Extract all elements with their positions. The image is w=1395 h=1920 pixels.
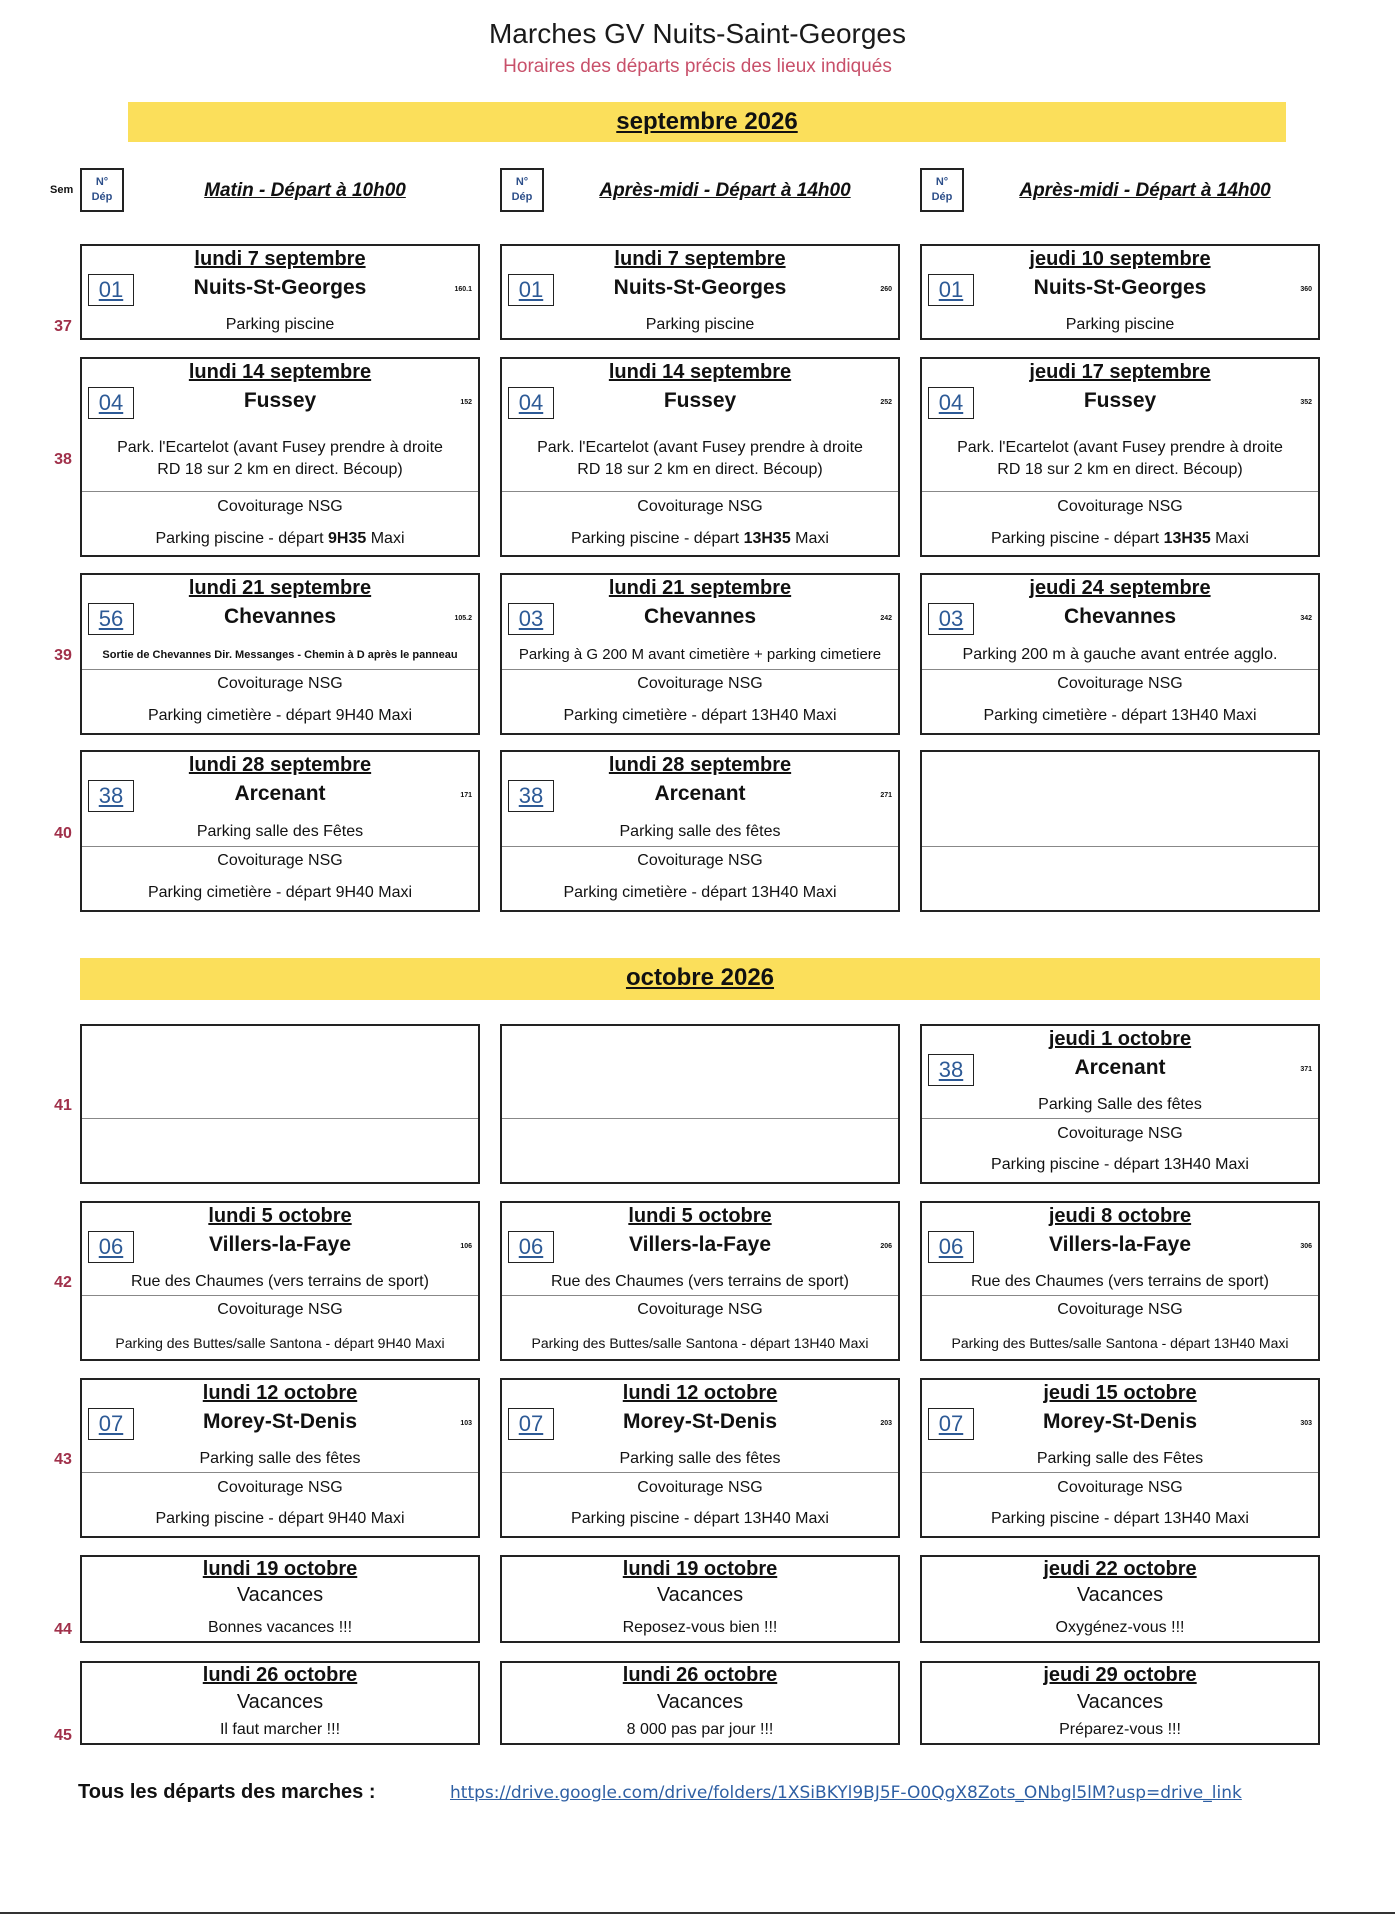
walk-card xyxy=(80,1378,480,1538)
walk-location: Chevannes xyxy=(223,605,337,628)
divider xyxy=(502,1472,898,1473)
departure-number: 03 xyxy=(928,603,974,635)
walk-date: lundi 19 octobre xyxy=(202,1558,358,1580)
departure-number: 03 xyxy=(508,603,554,635)
walk-code: 203 xyxy=(880,1420,892,1427)
page-title: Marches GV Nuits-Saint-Georges xyxy=(488,18,907,49)
divider xyxy=(922,1118,1318,1119)
meeting-point: Parking salle des fêtes xyxy=(619,823,781,840)
meeting-point: Park. l'Ecartelot (avant Fusey prendre à droite xyxy=(537,439,863,456)
walk-date: lundi 26 octobre xyxy=(622,1664,778,1686)
walk-card xyxy=(500,1201,900,1361)
meeting-point: Parking salle des fêtes xyxy=(199,1450,361,1467)
departure-number: 06 xyxy=(508,1231,554,1263)
meeting-point: Rue des Chaumes (vers terrains de sport) xyxy=(551,1273,849,1290)
drive-link[interactable]: https://drive.google.com/drive/folders/1XSiBKYl9BJ5F-O0QgX8Zots_ONbgl5lM?usp=drive_link xyxy=(450,1783,1242,1803)
walk-card xyxy=(80,750,480,912)
divider xyxy=(82,491,478,492)
carpool-departure: Parking piscine - départ 13H40 Maxi xyxy=(571,1510,829,1527)
walk-date: lundi 21 septembre xyxy=(188,577,372,599)
walk-code: 252 xyxy=(880,399,892,406)
walk-card xyxy=(80,244,480,340)
walk-code: 342 xyxy=(1300,615,1312,622)
holiday-card xyxy=(920,1661,1320,1745)
divider xyxy=(82,846,478,847)
carpool-label: Covoiturage NSG xyxy=(637,675,763,692)
holiday-label: Vacances xyxy=(656,1691,744,1713)
walk-code: 306 xyxy=(1300,1243,1312,1250)
carpool-label: Covoiturage NSG xyxy=(1057,1125,1183,1142)
divider xyxy=(922,491,1318,492)
walk-date: lundi 12 octobre xyxy=(202,1382,358,1404)
walk-location: Nuits-St-Georges xyxy=(1033,276,1207,299)
week-number: 45 xyxy=(54,1727,72,1744)
departure-number: 01 xyxy=(508,274,554,306)
divider xyxy=(922,1472,1318,1473)
column-header-morning: Matin - Départ à 10h00 xyxy=(204,180,406,201)
departure-number: 38 xyxy=(928,1054,974,1086)
meeting-point: Sortie de Chevannes Dir. Messanges - Chemin à D après le panneau xyxy=(102,649,458,661)
departure-number: 01 xyxy=(928,274,974,306)
holiday-label: Vacances xyxy=(236,1584,324,1606)
divider xyxy=(502,1295,898,1296)
holiday-card xyxy=(80,1555,480,1643)
meeting-point: Parking salle des fêtes xyxy=(619,1450,781,1467)
meeting-point: Rue des Chaumes (vers terrains de sport) xyxy=(971,1273,1269,1290)
walk-code: 171 xyxy=(460,792,472,799)
walk-code: 106 xyxy=(460,1243,472,1250)
meeting-point-detail: RD 18 sur 2 km en direct. Bécoup) xyxy=(577,461,823,478)
carpool-label: Covoiturage NSG xyxy=(637,1301,763,1318)
holiday-label: Vacances xyxy=(1076,1584,1164,1606)
walk-location: Chevannes xyxy=(643,605,757,628)
empty-card xyxy=(920,750,1320,912)
departure-number: 06 xyxy=(928,1231,974,1263)
week-number: 39 xyxy=(54,647,72,664)
walk-date: jeudi 8 octobre xyxy=(1048,1205,1192,1227)
holiday-message: Il faut marcher !!! xyxy=(219,1721,341,1738)
walk-location: Nuits-St-Georges xyxy=(613,276,787,299)
carpool-label: Covoiturage NSG xyxy=(637,498,763,515)
carpool-label: Covoiturage NSG xyxy=(217,852,343,869)
walk-card xyxy=(920,573,1320,735)
walk-card xyxy=(920,1024,1320,1184)
walk-location: Morey-St-Denis xyxy=(1042,1410,1198,1433)
walk-code: 360 xyxy=(1300,286,1312,293)
month-banner-october: octobre 2026 xyxy=(80,958,1320,1000)
walk-date: lundi 26 octobre xyxy=(202,1664,358,1686)
carpool-label: Covoiturage NSG xyxy=(637,852,763,869)
walk-card xyxy=(920,244,1320,340)
walk-card xyxy=(80,1201,480,1361)
walk-location: Fussey xyxy=(1083,389,1157,412)
week-number: 37 xyxy=(54,318,72,335)
holiday-message: Reposez-vous bien !!! xyxy=(622,1619,778,1636)
departure-number: 04 xyxy=(88,387,134,419)
divider xyxy=(82,669,478,670)
departure-number: 04 xyxy=(508,387,554,419)
walk-date: jeudi 10 septembre xyxy=(1029,248,1211,270)
walk-code: 103 xyxy=(460,1420,472,1427)
holiday-message: Bonnes vacances !!! xyxy=(207,1619,353,1636)
sem-label: Sem xyxy=(50,184,74,196)
departure-number: 38 xyxy=(88,780,134,812)
meeting-point-detail: RD 18 sur 2 km en direct. Bécoup) xyxy=(157,461,403,478)
walk-card xyxy=(920,1201,1320,1361)
carpool-departure: Parking cimetière - départ 13H40 Maxi xyxy=(563,884,837,901)
week-number: 44 xyxy=(54,1621,72,1638)
walk-date: lundi 5 octobre xyxy=(628,1205,772,1227)
meeting-point: Parking salle des Fêtes xyxy=(196,823,364,840)
walk-date: lundi 5 octobre xyxy=(208,1205,352,1227)
carpool-departure: Parking piscine - départ 13H40 Maxi xyxy=(991,1156,1249,1173)
walk-code: 152 xyxy=(460,399,472,406)
carpool-departure: Parking des Buttes/salle Santona - départ 13H40 Maxi xyxy=(951,1335,1289,1351)
walk-card xyxy=(500,357,900,557)
holiday-card xyxy=(80,1661,480,1745)
carpool-label: Covoiturage NSG xyxy=(1057,1479,1183,1496)
carpool-label: Covoiturage NSG xyxy=(637,1479,763,1496)
holiday-message: Oxygénez-vous !!! xyxy=(1055,1619,1185,1636)
meeting-point: Park. l'Ecartelot (avant Fusey prendre à droite xyxy=(117,439,443,456)
departure-number: 07 xyxy=(88,1408,134,1440)
carpool-departure: Parking piscine - départ 13H40 Maxi xyxy=(991,1510,1249,1527)
divider xyxy=(82,1295,478,1296)
walk-date: jeudi 15 octobre xyxy=(1043,1382,1197,1404)
walk-location: Arcenant xyxy=(1074,1056,1166,1079)
walk-location: Fussey xyxy=(663,389,737,412)
carpool-label: Covoiturage NSG xyxy=(217,1479,343,1496)
walk-code: 206 xyxy=(880,1243,892,1250)
walk-location: Arcenant xyxy=(234,782,326,805)
carpool-label: Covoiturage NSG xyxy=(1057,1301,1183,1318)
meeting-point: Rue des Chaumes (vers terrains de sport) xyxy=(131,1273,429,1290)
walk-date: jeudi 22 octobre xyxy=(1043,1558,1197,1580)
meeting-point: Parking 200 m à gauche avant entrée agglo. xyxy=(962,646,1278,663)
walk-location: Villers-la-Faye xyxy=(208,1233,352,1256)
walk-date: jeudi 17 septembre xyxy=(1029,361,1211,383)
walk-date: lundi 19 octobre xyxy=(622,1558,778,1580)
walk-code: 242 xyxy=(880,615,892,622)
holiday-card xyxy=(500,1661,900,1745)
walk-code: 260 xyxy=(880,286,892,293)
walk-date: lundi 14 septembre xyxy=(608,361,792,383)
meeting-point: Parking salle des Fêtes xyxy=(1036,1450,1204,1467)
divider xyxy=(502,846,898,847)
meeting-point: Parking piscine xyxy=(1065,316,1175,333)
carpool-label: Covoiturage NSG xyxy=(1057,498,1183,515)
walk-date: lundi 12 octobre xyxy=(622,1382,778,1404)
carpool-departure: Parking piscine - départ 13H35 Maxi xyxy=(571,530,829,547)
meeting-point: Parking piscine xyxy=(225,316,335,333)
walk-location: Arcenant xyxy=(654,782,746,805)
divider xyxy=(502,1118,898,1119)
carpool-label: Covoiturage NSG xyxy=(1057,675,1183,692)
holiday-card xyxy=(500,1555,900,1643)
page-bottom-border xyxy=(0,1912,1395,1914)
walk-code: 105.2 xyxy=(454,615,472,622)
walk-card xyxy=(500,573,900,735)
carpool-departure: Parking cimetière - départ 9H40 Maxi xyxy=(147,884,413,901)
divider xyxy=(82,1118,478,1119)
walk-location: Morey-St-Denis xyxy=(622,1410,778,1433)
walk-date: jeudi 29 octobre xyxy=(1043,1664,1197,1686)
walk-date: lundi 14 septembre xyxy=(188,361,372,383)
walk-location: Villers-la-Faye xyxy=(628,1233,772,1256)
page-subtitle: Horaires des départs précis des lieux indiqués xyxy=(503,56,892,77)
column-header-afternoon-thursday: Après-midi - Départ à 14h00 xyxy=(1019,180,1271,201)
carpool-departure: Parking piscine - départ 13H35 Maxi xyxy=(991,530,1249,547)
walk-code: 271 xyxy=(880,792,892,799)
departure-number: 01 xyxy=(88,274,134,306)
walk-card xyxy=(500,1378,900,1538)
departure-number: 56 xyxy=(88,603,134,635)
meeting-point: Park. l'Ecartelot (avant Fusey prendre à droite xyxy=(957,439,1283,456)
walk-card xyxy=(80,357,480,557)
carpool-label: Covoiturage NSG xyxy=(217,675,343,692)
walk-location: Fussey xyxy=(243,389,317,412)
divider xyxy=(922,669,1318,670)
week-number: 42 xyxy=(54,1274,72,1291)
divider xyxy=(502,491,898,492)
week-number: 43 xyxy=(54,1451,72,1468)
walk-date: lundi 7 septembre xyxy=(614,248,786,270)
week-number: 41 xyxy=(54,1097,72,1114)
column-header-afternoon-monday: Après-midi - Départ à 14h00 xyxy=(599,180,851,201)
carpool-departure: Parking cimetière - départ 9H40 Maxi xyxy=(147,707,413,724)
divider xyxy=(502,669,898,670)
walk-card xyxy=(500,750,900,912)
carpool-label: Covoiturage NSG xyxy=(217,498,343,515)
walk-card xyxy=(80,573,480,735)
departure-number: 38 xyxy=(508,780,554,812)
departure-number: 04 xyxy=(928,387,974,419)
walk-date: jeudi 1 octobre xyxy=(1048,1028,1192,1050)
walk-card xyxy=(500,244,900,340)
walk-date: lundi 21 septembre xyxy=(608,577,792,599)
holiday-card xyxy=(920,1555,1320,1643)
holiday-message: Préparez-vous !!! xyxy=(1059,1721,1181,1738)
walk-card xyxy=(920,1378,1320,1538)
departure-number: 07 xyxy=(508,1408,554,1440)
empty-card xyxy=(500,1024,900,1184)
week-number: 38 xyxy=(54,451,72,468)
ndep-header: N° Dép xyxy=(80,168,124,212)
walk-date: jeudi 24 septembre xyxy=(1029,577,1211,599)
ndep-header: N° Dép xyxy=(920,168,964,212)
walk-code: 160.1 xyxy=(454,286,472,293)
meeting-point: Parking à G 200 M avant cimetière + parking cimetiere xyxy=(518,646,882,663)
week-number: 40 xyxy=(54,825,72,842)
month-banner-september: septembre 2026 xyxy=(128,102,1286,142)
empty-card xyxy=(80,1024,480,1184)
holiday-label: Vacances xyxy=(1076,1691,1164,1713)
ndep-header: N° Dép xyxy=(500,168,544,212)
walk-card xyxy=(920,357,1320,557)
walk-location: Nuits-St-Georges xyxy=(193,276,367,299)
holiday-message: 8 000 pas par jour !!! xyxy=(626,1721,774,1738)
meeting-point: Parking Salle des fêtes xyxy=(1038,1096,1202,1113)
walk-date: lundi 7 septembre xyxy=(194,248,366,270)
departure-number: 07 xyxy=(928,1408,974,1440)
carpool-departure: Parking piscine - départ 9H40 Maxi xyxy=(155,1510,405,1527)
walk-code: 371 xyxy=(1300,1066,1312,1073)
carpool-label: Covoiturage NSG xyxy=(217,1301,343,1318)
walk-code: 303 xyxy=(1300,1420,1312,1427)
meeting-point-detail: RD 18 sur 2 km en direct. Bécoup) xyxy=(997,461,1243,478)
carpool-departure: Parking cimetière - départ 13H40 Maxi xyxy=(563,707,837,724)
walk-date: lundi 28 septembre xyxy=(608,754,792,776)
carpool-departure: Parking des Buttes/salle Santona - départ 9H40 Maxi xyxy=(115,1335,445,1351)
walk-date: lundi 28 septembre xyxy=(188,754,372,776)
walk-code: 352 xyxy=(1300,399,1312,406)
walk-location: Chevannes xyxy=(1063,605,1177,628)
carpool-departure: Parking des Buttes/salle Santona - départ 13H40 Maxi xyxy=(531,1335,869,1351)
walk-location: Morey-St-Denis xyxy=(202,1410,358,1433)
divider xyxy=(82,1472,478,1473)
departure-number: 06 xyxy=(88,1231,134,1263)
walk-location: Villers-la-Faye xyxy=(1048,1233,1192,1256)
carpool-departure: Parking piscine - départ 9H35 Maxi xyxy=(155,530,405,547)
holiday-label: Vacances xyxy=(236,1691,324,1713)
holiday-label: Vacances xyxy=(656,1584,744,1606)
divider xyxy=(922,846,1318,847)
divider xyxy=(922,1295,1318,1296)
carpool-departure: Parking cimetière - départ 13H40 Maxi xyxy=(983,707,1257,724)
footer-label: Tous les départs des marches : xyxy=(78,1781,376,1803)
meeting-point: Parking piscine xyxy=(645,316,755,333)
